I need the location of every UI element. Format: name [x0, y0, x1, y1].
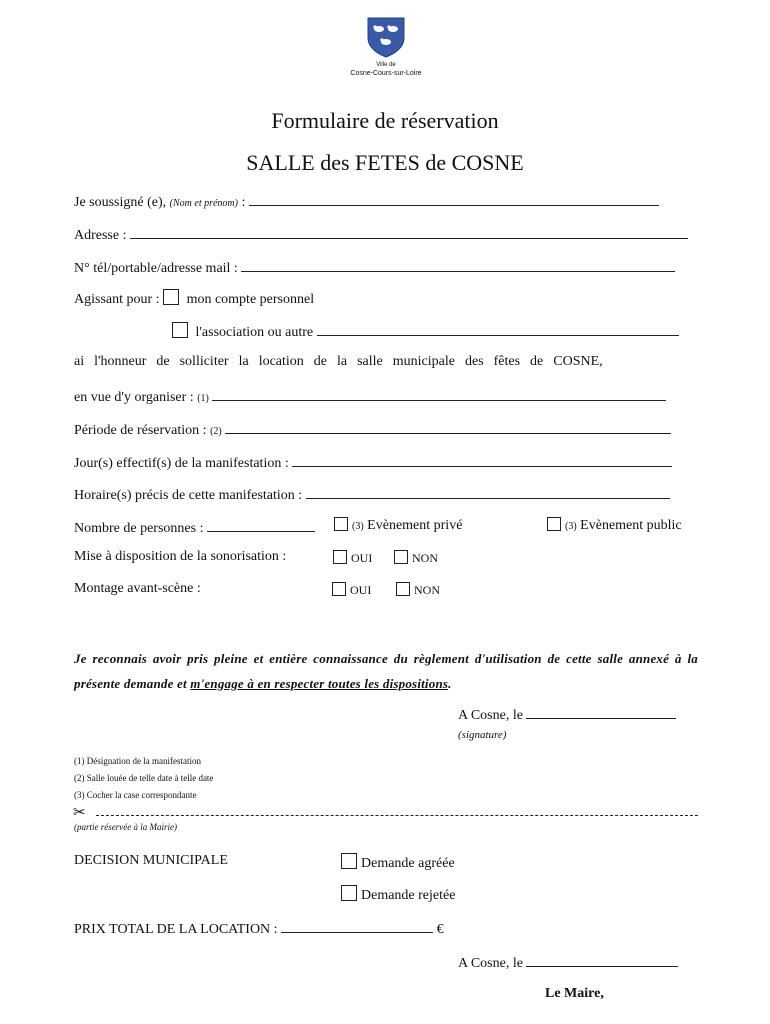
row-organiser: en vue d'y organiser : (1): [74, 386, 666, 406]
row-montage: Montage avant-scène :: [74, 581, 201, 596]
rejected-option: Demande rejetée: [341, 885, 455, 904]
sono-oui-option: OUI: [333, 550, 372, 566]
public-event-option: (3) Evènement public: [547, 517, 682, 534]
row-horaire: Horaire(s) précis de cette manifestation :: [74, 484, 670, 504]
period-field[interactable]: [225, 419, 671, 434]
price-field[interactable]: [281, 918, 433, 933]
row-periode: Période de réservation : (2): [74, 419, 671, 439]
logo-line1: Ville de: [376, 62, 396, 68]
row-agissant: Agissant pour : mon compte personnel: [74, 289, 314, 308]
signature-label: (signature): [458, 729, 507, 741]
private-event-option: (3) Evènement privé: [334, 517, 462, 534]
price-row: PRIX TOTAL DE LA LOCATION : €: [74, 918, 444, 938]
declaration: Je reconnais avoir pris pleine et entière connaissance du règlement d'utilisation de cette salle annexé à la présente demande et m'engage à en respecter toutes les dispositions.: [74, 651, 698, 691]
people-count-field[interactable]: [207, 517, 315, 532]
days-field[interactable]: [292, 452, 672, 467]
sono-oui-checkbox[interactable]: [333, 550, 347, 564]
montage-non-checkbox[interactable]: [396, 582, 410, 596]
scissors-icon: ✂: [73, 803, 86, 821]
decision-date-field[interactable]: [526, 952, 678, 967]
mayor-label: Le Maire,: [545, 986, 604, 1001]
cosne-date-row-2: A Cosne, le: [458, 952, 678, 972]
date-field[interactable]: [526, 704, 676, 719]
decision-label: DECISION MUNICIPALE: [74, 853, 228, 868]
name-field[interactable]: [249, 191, 659, 206]
row-adresse: Adresse :: [74, 224, 688, 244]
approved-option: Demande agréée: [341, 853, 455, 872]
reserved-mairie-label: (partie réservée à la Mairie): [74, 822, 177, 832]
row-soussigne: Je soussigné (e), (Nom et prénom) :: [74, 191, 659, 211]
cosne-date-row: A Cosne, le: [458, 704, 676, 724]
sono-non-option: NON: [394, 550, 438, 566]
rejected-checkbox[interactable]: [341, 885, 357, 901]
cut-line: [96, 815, 698, 816]
row-tel: N° tél/portable/adresse mail :: [74, 257, 675, 277]
address-field[interactable]: [130, 224, 688, 239]
footnote-2: (2) Salle louée de telle date à telle date: [74, 773, 214, 783]
event-field[interactable]: [212, 386, 666, 401]
row-association: l'association ou autre: [172, 321, 679, 341]
city-logo: [336, 16, 436, 84]
logo-line2: Cosne-Cours-sur-Loire: [350, 70, 422, 77]
coat-of-arms-icon: [366, 16, 406, 58]
approved-checkbox[interactable]: [341, 853, 357, 869]
row-personnes: Nombre de personnes :: [74, 517, 315, 537]
row-honneur: ai l'honneur de solliciter la location de la salle municipale des fêtes de COSNE,: [74, 354, 603, 369]
private-event-checkbox[interactable]: [334, 517, 348, 531]
form-title: Formulaire de réservation: [271, 108, 499, 133]
montage-oui-option: OUI: [332, 582, 371, 598]
contact-field[interactable]: [241, 257, 675, 272]
hours-field[interactable]: [306, 484, 670, 499]
public-event-checkbox[interactable]: [547, 517, 561, 531]
sono-non-checkbox[interactable]: [394, 550, 408, 564]
association-checkbox[interactable]: [172, 322, 188, 338]
row-jours: Jour(s) effectif(s) de la manifestation :: [74, 452, 672, 472]
footnote-1: (1) Désignation de la manifestation: [74, 756, 201, 766]
personal-account-checkbox[interactable]: [163, 289, 179, 305]
montage-non-option: NON: [396, 582, 440, 598]
footnote-3: (3) Cocher la case correspondante: [74, 790, 197, 800]
association-field[interactable]: [317, 321, 679, 336]
form-subtitle: SALLE des FETES de COSNE: [246, 150, 524, 175]
row-sono: Mise à disposition de la sonorisation :: [74, 549, 287, 564]
montage-oui-checkbox[interactable]: [332, 582, 346, 596]
